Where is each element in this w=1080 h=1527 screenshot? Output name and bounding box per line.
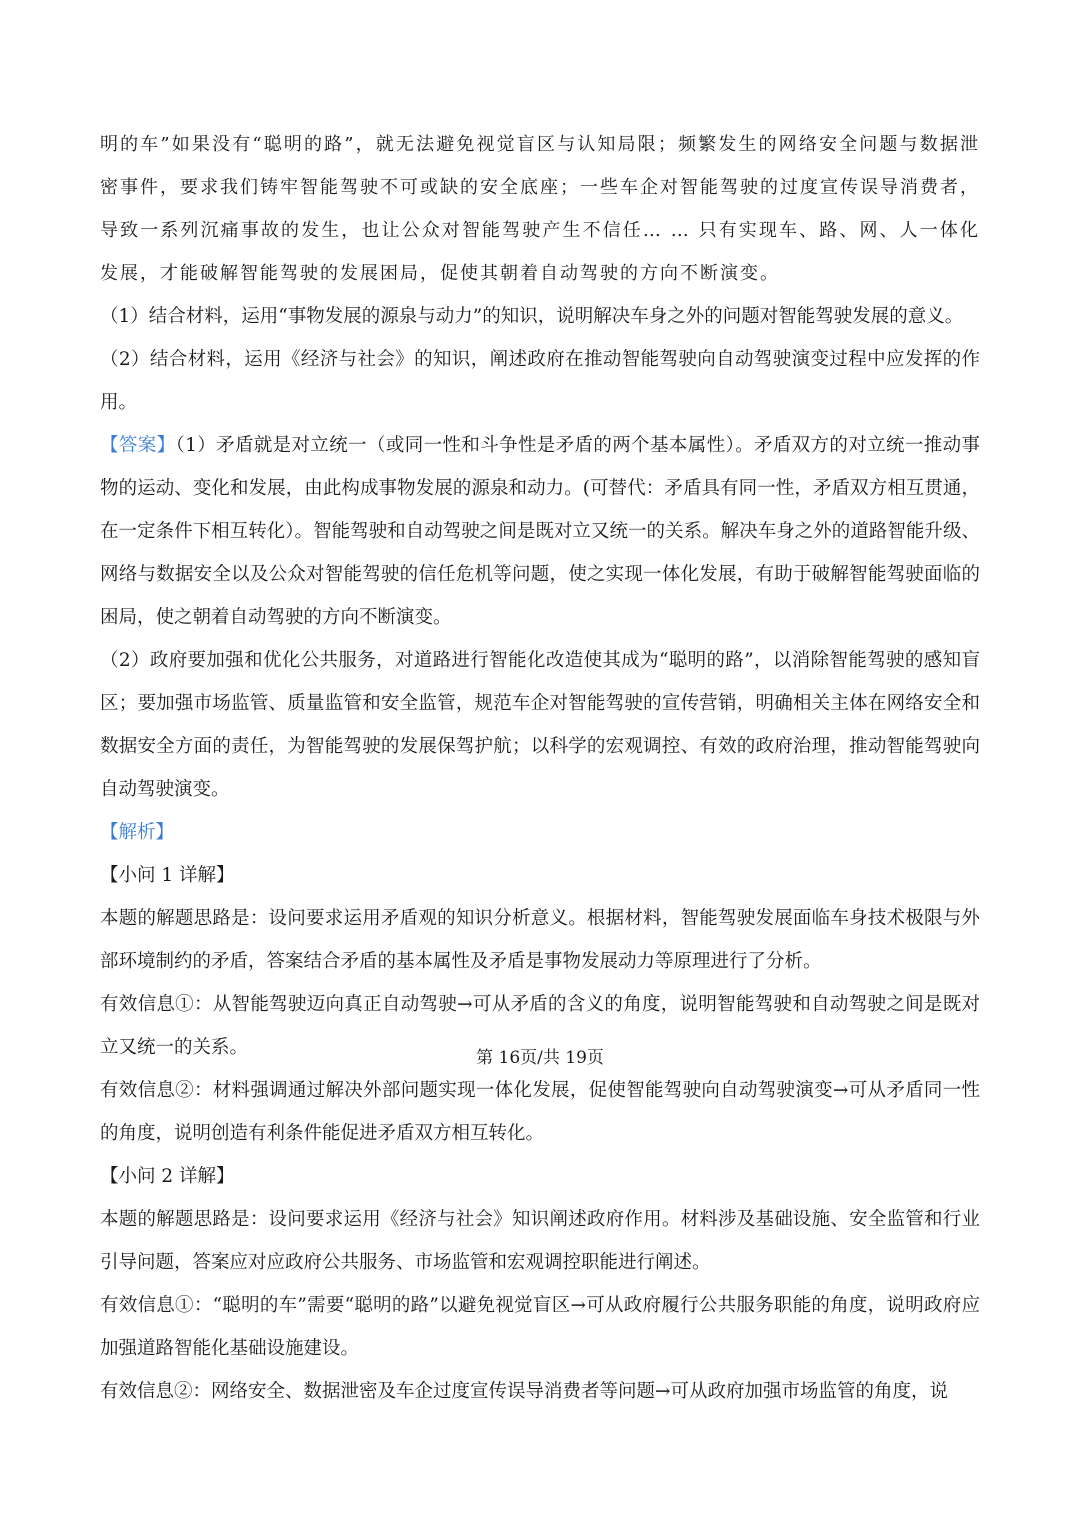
subquestion-2-info-1: 有效信息①：“聪明的车”需要“聪明的路”以避免视觉盲区→可从政府履行公共服务职能的角度，说明政府应加强道路智能化基础设施建设。 xyxy=(100,1295,980,1359)
subquestion-2-idea: 本题的解题思路是：设问要求运用《经济与社会》知识阐述政府作用。材料涉及基础设施、安全监管和行业引导问题，答案应对应政府公共服务、市场监管和宏观调控职能进行阐述。 xyxy=(100,1209,980,1273)
question-2: （2）结合材料，运用《经济与社会》的知识，阐述政府在推动智能驾驶向自动驾驶演变过程中应发挥的作用。 xyxy=(100,349,980,413)
subquestion-2-info-2: 有效信息②：网络安全、数据泄密及车企过度宣传误导消费者等问题→可从政府加强市场监管的角度，说 xyxy=(100,1381,949,1402)
page-footer: 第 16页/共 19页 xyxy=(476,1048,604,1068)
question-1: （1）结合材料，运用“事物发展的源泉与动力”的知识，说明解决车身之外的问题对智能驾驶发展的意义。 xyxy=(100,306,964,327)
subquestion-1-idea: 本题的解题思路是：设问要求运用矛盾观的知识分析意义。根据材料，智能驾驶发展面临车身技术极限与外部环境制约的矛盾，答案结合矛盾的基本属性及矛盾是事物发展动力等原理进行了分析。 xyxy=(100,908,980,972)
subquestion-1-info-2: 有效信息②：材料强调通过解决外部问题实现一体化发展，促使智能驾驶向自动驾驶演变→可从矛盾同一性的角度，说明创造有利条件能促进矛盾双方相互转化。 xyxy=(100,1080,980,1144)
answer-part-2: （2）政府要加强和优化公共服务，对道路进行智能化改造使其成为“聪明的路”，以消除智能驾驶的感知盲区；要加强市场监管、质量监管和安全监管，规范车企对智能驾驶的宣传营销，明确相关主体在网络安全和数据安全方面的责任，为智能驾驶的发展保驾护航；以科学的宏观调控、有效的政府治理，推动智能驾驶向自动驾驶演变。 xyxy=(100,650,980,800)
answer-part-1 xyxy=(100,424,980,639)
subquestion-1-info-1: 有效信息①：从智能驾驶迈向真正自动驾驶→可从矛盾的含义的角度，说明智能驾驶和自动驾驶之间是既对立又统一的关系。 xyxy=(100,994,980,1058)
material-text: 明的车”如果没有“聪明的路”，就无法避免视觉盲区与认知局限；频繁发生的网络安全问题与数据泄密事件，要求我们铸牢智能驾驶不可或缺的安全底座；一些车企对智能驾驶的过度宣传误导消费者，导致一系列沉痛事故的发生，也让公众对智能驾驶产生不信任… … 只有实现车、路、网、人一体化发展，才能破解智能驾驶的发展困局，促使其朝着自动驾驶的方向不断演变。 xyxy=(100,134,980,284)
page-content xyxy=(100,123,980,1413)
subquestion-2-heading: 【小问 2 详解】 xyxy=(100,1166,235,1187)
analysis-tag: 【解析】 xyxy=(100,822,175,843)
answer-tag: 【答案】 xyxy=(100,435,176,456)
answer-part-1-text: （1）矛盾就是对立统一（或同一性和斗争性是矛盾的两个基本属性）。矛盾双方的对立统一推动事物的运动、变化和发展，由此构成事物发展的源泉和动力。(可替代：矛盾具有同一性，矛盾双方相互贯通，在一定条件下相互转化）。智能驾驶和自动驾驶之间是既对立又统一的关系。解决车身之外的道路智能升级、网络与数据安全以及公众对智能驾驶的信任危机等问题，使之实现一体化发展，有助于破解智能驾驶面临的困局，使之朝着自动驾驶的方向不断演变。 xyxy=(100,435,980,628)
subquestion-1-heading: 【小问 1 详解】 xyxy=(100,865,235,886)
